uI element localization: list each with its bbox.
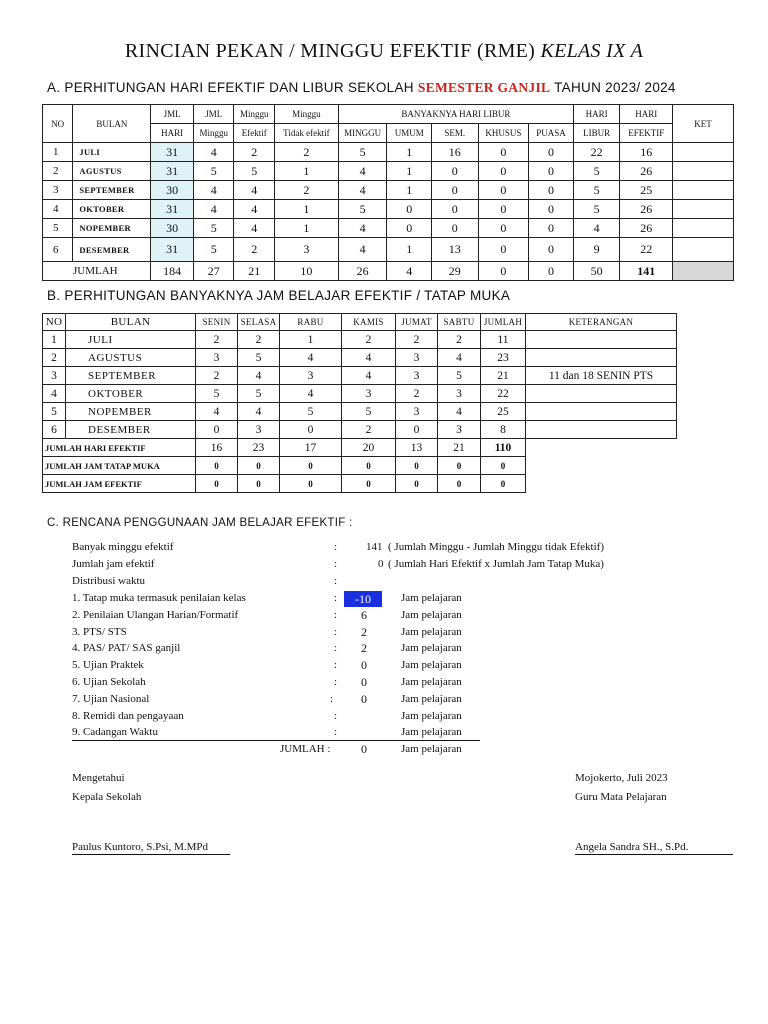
row-cell: 2 bbox=[234, 143, 275, 162]
header-bulan: BULAN bbox=[73, 105, 151, 143]
row-cell: 2 bbox=[238, 331, 280, 349]
total-cell: 110 bbox=[481, 439, 526, 457]
row-cell: 31 bbox=[151, 162, 194, 181]
tb-header: SENIN bbox=[196, 314, 238, 331]
colon: : bbox=[334, 642, 338, 655]
row-bulan: OKTOBER bbox=[73, 200, 151, 219]
row-keterangan bbox=[526, 421, 677, 439]
row-no: 4 bbox=[43, 385, 66, 403]
tempat-tanggal: Mojokerto, Juli 2023 bbox=[575, 772, 668, 784]
distribusi-item-unit: Jam pelajaran bbox=[401, 642, 462, 655]
row-cell: 2 bbox=[396, 385, 438, 403]
tb-header: KAMIS bbox=[342, 314, 396, 331]
guru-mapel: Guru Mata Pelajaran bbox=[575, 791, 667, 803]
row-keterangan bbox=[526, 385, 677, 403]
title-kelas: KELAS IX A bbox=[540, 40, 644, 62]
row-cell: 2 bbox=[342, 421, 396, 439]
row-cell: 30 bbox=[151, 219, 194, 238]
row-cell: 5 bbox=[196, 385, 238, 403]
row-cell: 4 bbox=[338, 181, 387, 200]
row-cell: 5 bbox=[338, 143, 387, 162]
row-cell: 4 bbox=[438, 349, 481, 367]
semester-label: SEMESTER GANJIL bbox=[417, 80, 551, 95]
row-cell: 0 bbox=[478, 219, 529, 238]
row-cell: 13 bbox=[432, 238, 479, 262]
jumlah-value: 0 bbox=[361, 742, 367, 756]
total-cell: 17 bbox=[280, 439, 342, 457]
header-jml-hari-1: JML bbox=[151, 105, 194, 124]
row-cell: 4 bbox=[193, 181, 234, 200]
total-cell: 0 bbox=[481, 457, 526, 475]
row-no: 6 bbox=[43, 421, 66, 439]
distribusi-item-value: 2 bbox=[361, 641, 367, 656]
row-cell: 5 bbox=[193, 238, 234, 262]
row-cell: 2 bbox=[274, 143, 338, 162]
row-cell: 5 bbox=[573, 181, 620, 200]
colon: : bbox=[330, 692, 334, 705]
row-cell: 5 bbox=[342, 403, 396, 421]
distribusi-item-unit: Jam pelajaran bbox=[401, 726, 462, 739]
row-cell: 2 bbox=[234, 238, 275, 262]
row-keterangan bbox=[526, 403, 677, 421]
distribusi-item-label: 7. Ujian Nasional bbox=[72, 692, 150, 705]
row-bulan: SEPTEMBER bbox=[66, 367, 196, 385]
distribusi-item-label: 4. PAS/ PAT/ SAS ganjil bbox=[72, 642, 181, 655]
row-cell: 4 bbox=[234, 219, 275, 238]
row-cell: 3 bbox=[342, 385, 396, 403]
header-hari-libur-1: HARI bbox=[573, 105, 620, 124]
row-cell: 2 bbox=[196, 331, 238, 349]
distribusi-item-value: 2 bbox=[361, 624, 367, 639]
total-cell: 21 bbox=[234, 262, 275, 281]
section-b-heading: B. PERHITUNGAN BANYAKNYA JAM BELAJAR EFEKTIF / TATAP MUKA bbox=[47, 288, 511, 303]
tb-header: SABTU bbox=[438, 314, 481, 331]
row-cell: 4 bbox=[193, 143, 234, 162]
table-row bbox=[43, 385, 677, 403]
table-row bbox=[43, 181, 734, 200]
row-no: 1 bbox=[43, 143, 73, 162]
row-cell: 1 bbox=[387, 238, 432, 262]
table-total-row bbox=[43, 439, 677, 457]
row-cell: 4 bbox=[280, 385, 342, 403]
row-cell: 0 bbox=[432, 162, 479, 181]
row-cell: 26 bbox=[620, 200, 673, 219]
row-cell: 5 bbox=[338, 200, 387, 219]
row-no: 1 bbox=[43, 331, 66, 349]
row-keterangan: 11 dan 18 SENIN PTS bbox=[526, 367, 677, 385]
colon: : bbox=[334, 659, 338, 672]
row-cell: 3 bbox=[196, 349, 238, 367]
total-label: JUMLAH JAM EFEKTIF bbox=[43, 475, 196, 493]
header-minggu-efektif-2: Efektif bbox=[234, 124, 275, 143]
tb-header: RABU bbox=[280, 314, 342, 331]
row-cell: 16 bbox=[432, 143, 479, 162]
row-keterangan bbox=[526, 331, 677, 349]
row-cell: 25 bbox=[620, 181, 673, 200]
header-jml-minggu-2: Minggu bbox=[193, 124, 234, 143]
kepala-sekolah: Kepala Sekolah bbox=[72, 791, 142, 803]
header-minggu-tidak-2: Tidak efektif bbox=[274, 124, 338, 143]
row-ket bbox=[673, 200, 734, 219]
total-cell: 0 bbox=[196, 475, 238, 493]
row-cell: 4 bbox=[338, 238, 387, 262]
row-cell: 4 bbox=[342, 349, 396, 367]
table-row bbox=[43, 331, 677, 349]
total-cell: 21 bbox=[438, 439, 481, 457]
row-no: 3 bbox=[43, 181, 73, 200]
row-cell: 4 bbox=[238, 367, 280, 385]
row-cell: 2 bbox=[396, 331, 438, 349]
row-cell: 4 bbox=[280, 349, 342, 367]
row-cell: 0 bbox=[387, 219, 432, 238]
row-bulan: JULI bbox=[66, 331, 196, 349]
total-cell: 10 bbox=[274, 262, 338, 281]
total-cell: 4 bbox=[387, 262, 432, 281]
row-cell: 0 bbox=[432, 181, 479, 200]
row-cell: 1 bbox=[387, 143, 432, 162]
row-cell: 0 bbox=[529, 219, 574, 238]
table-row bbox=[43, 238, 734, 262]
tb-header: JUMLAH bbox=[481, 314, 526, 331]
distribusi-item-value: 0 bbox=[361, 691, 367, 706]
row-cell: 4 bbox=[438, 403, 481, 421]
header-sub-sem: SEM. bbox=[432, 124, 479, 143]
row-cell: 4 bbox=[193, 200, 234, 219]
total-cell: 23 bbox=[238, 439, 280, 457]
header-minggu-tidak-1: Minggu bbox=[274, 105, 338, 124]
distribusi-item-unit: Jam pelajaran bbox=[401, 608, 462, 621]
total-label: JUMLAH HARI EFEKTIF bbox=[43, 439, 196, 457]
row-cell: 5 bbox=[438, 367, 481, 385]
colon: : bbox=[334, 676, 338, 688]
row-bulan: SEPTEMBER bbox=[73, 181, 151, 200]
total-cell: 0 bbox=[438, 475, 481, 493]
colon: : bbox=[334, 608, 338, 621]
row-cell: 4 bbox=[234, 181, 275, 200]
table-row bbox=[43, 143, 734, 162]
total-cell: 20 bbox=[342, 439, 396, 457]
minggu-efektif-label: Banyak minggu efektif bbox=[72, 541, 174, 553]
header-hari-efektif-2: EFEKTIF bbox=[620, 124, 673, 143]
total-cell: 0 bbox=[396, 457, 438, 475]
row-cell: 1 bbox=[387, 162, 432, 181]
row-cell: 0 bbox=[280, 421, 342, 439]
row-cell: 0 bbox=[478, 143, 529, 162]
table-hari-efektif bbox=[42, 104, 734, 281]
row-cell: 0 bbox=[478, 200, 529, 219]
distribusi-label: Distribusi waktu bbox=[72, 575, 146, 587]
row-cell: 0 bbox=[478, 181, 529, 200]
row-cell: 4 bbox=[573, 219, 620, 238]
table-row bbox=[43, 162, 734, 181]
distribusi-item-label: 8. Remidi dan pengayaan bbox=[72, 709, 184, 722]
distribusi-item-label: 9. Cadangan Waktu bbox=[72, 726, 158, 739]
distribusi-item-label: 5. Ujian Praktek bbox=[72, 659, 144, 672]
row-cell: 0 bbox=[529, 162, 574, 181]
kepala-sekolah-name: Paulus Kuntoro, S.Psi, M.MPd bbox=[72, 841, 230, 855]
header-sub-puasa: PUASA bbox=[529, 124, 574, 143]
colon: : bbox=[334, 625, 338, 638]
section-c-heading: C. RENCANA PENGGUNAAN JAM BELAJAR EFEKTIF : bbox=[47, 517, 353, 529]
header-sub-umum: UMUM bbox=[387, 124, 432, 143]
distribusi-item-unit: Jam pelajaran bbox=[401, 692, 462, 705]
row-bulan: NOPEMBER bbox=[73, 219, 151, 238]
page-title bbox=[0, 40, 768, 63]
header-sub-minggu: MINGGU bbox=[338, 124, 387, 143]
total-cell: 26 bbox=[338, 262, 387, 281]
jam-efektif-value: 0 bbox=[378, 558, 384, 570]
row-cell: 9 bbox=[573, 238, 620, 262]
distribusi-item-unit: Jam pelajaran bbox=[401, 659, 462, 672]
row-cell: 0 bbox=[432, 200, 479, 219]
row-cell: 0 bbox=[478, 238, 529, 262]
row-cell: 5 bbox=[234, 162, 275, 181]
row-cell: 21 bbox=[481, 367, 526, 385]
distribusi-item-value: 0 bbox=[361, 675, 367, 689]
guru-name: Angela Sandra SH., S.Pd. bbox=[575, 841, 733, 855]
total-cell: 0 bbox=[196, 457, 238, 475]
row-cell: 31 bbox=[151, 200, 194, 219]
row-no: 2 bbox=[43, 162, 73, 181]
row-cell: 4 bbox=[238, 403, 280, 421]
row-cell: 2 bbox=[438, 331, 481, 349]
minggu-efektif-value: 141 bbox=[366, 541, 383, 553]
divider bbox=[72, 740, 480, 741]
header-minggu-efektif-1: Minggu bbox=[234, 105, 275, 124]
total-cell: 0 bbox=[478, 262, 529, 281]
distribusi-item-unit: Jam pelajaran bbox=[401, 709, 462, 722]
row-bulan: AGUSTUS bbox=[73, 162, 151, 181]
row-cell: 5 bbox=[280, 403, 342, 421]
total-cell: 0 bbox=[280, 457, 342, 475]
table-row bbox=[43, 367, 677, 385]
row-cell: 0 bbox=[432, 219, 479, 238]
row-cell: 8 bbox=[481, 421, 526, 439]
row-cell: 0 bbox=[529, 143, 574, 162]
distribusi-item-value: -10 bbox=[344, 591, 382, 607]
row-cell: 31 bbox=[151, 143, 194, 162]
row-cell: 23 bbox=[481, 349, 526, 367]
total-cell: 0 bbox=[238, 457, 280, 475]
row-cell: 5 bbox=[238, 349, 280, 367]
distribusi-item-label: 1. Tatap muka termasuk penilaian kelas bbox=[72, 592, 246, 604]
total-cell: 0 bbox=[481, 475, 526, 493]
table-total-row bbox=[43, 475, 677, 493]
row-no: 5 bbox=[43, 219, 73, 238]
row-cell: 4 bbox=[338, 219, 387, 238]
row-no: 3 bbox=[43, 367, 66, 385]
colon: : bbox=[334, 726, 338, 739]
total-cell: 29 bbox=[432, 262, 479, 281]
header-sub-khusus: KHUSUS bbox=[478, 124, 529, 143]
total-cell: 0 bbox=[280, 475, 342, 493]
jam-efektif-note: ( Jumlah Hari Efektif x Jumlah Jam Tatap Muka) bbox=[388, 558, 604, 570]
distribusi-item-unit: Jam pelajaran bbox=[401, 676, 462, 688]
total-cell: 184 bbox=[151, 262, 194, 281]
row-cell: 0 bbox=[478, 162, 529, 181]
row-cell: 3 bbox=[238, 421, 280, 439]
total-hari-efektif: 141 bbox=[620, 262, 673, 281]
row-cell: 3 bbox=[396, 403, 438, 421]
tb-header: NO bbox=[43, 314, 66, 331]
tb-header: KETERANGAN bbox=[526, 314, 677, 331]
total-keterangan bbox=[526, 439, 677, 457]
total-keterangan bbox=[526, 457, 677, 475]
row-cell: 2 bbox=[274, 181, 338, 200]
row-no: 6 bbox=[43, 238, 73, 262]
row-cell: 4 bbox=[342, 367, 396, 385]
colon: : bbox=[334, 575, 338, 587]
row-cell: 4 bbox=[196, 403, 238, 421]
row-ket bbox=[673, 181, 734, 200]
jam-efektif-label: Jumlah jam efektif bbox=[72, 558, 155, 570]
table-row bbox=[43, 403, 677, 421]
distribusi-item-unit: Jam pelajaran bbox=[401, 592, 462, 604]
total-cell: 50 bbox=[573, 262, 620, 281]
total-cell: 0 bbox=[396, 475, 438, 493]
row-cell: 0 bbox=[529, 200, 574, 219]
row-cell: 31 bbox=[151, 238, 194, 262]
distribusi-item-value: 6 bbox=[361, 607, 367, 622]
row-no: 2 bbox=[43, 349, 66, 367]
distribusi-item-label: 2. Penilaian Ulangan Harian/Formatif bbox=[72, 608, 239, 621]
row-cell: 2 bbox=[342, 331, 396, 349]
row-cell: 0 bbox=[529, 238, 574, 262]
total-cell: 13 bbox=[396, 439, 438, 457]
title-main: RINCIAN PEKAN / MINGGU EFEKTIF (RME) bbox=[124, 40, 536, 62]
row-cell: 0 bbox=[387, 200, 432, 219]
total-cell: 0 bbox=[529, 262, 574, 281]
row-ket bbox=[673, 219, 734, 238]
total-label: JUMLAH JAM TATAP MUKA bbox=[43, 457, 196, 475]
row-ket bbox=[673, 238, 734, 262]
row-cell: 1 bbox=[274, 162, 338, 181]
colon: : bbox=[334, 709, 338, 722]
row-cell: 22 bbox=[481, 385, 526, 403]
row-keterangan bbox=[526, 349, 677, 367]
jumlah-unit: Jam pelajaran bbox=[401, 743, 462, 755]
row-cell: 3 bbox=[438, 421, 481, 439]
row-cell: 5 bbox=[238, 385, 280, 403]
row-cell: 16 bbox=[620, 143, 673, 162]
row-cell: 4 bbox=[338, 162, 387, 181]
table-a-total-row bbox=[43, 262, 734, 281]
row-cell: 2 bbox=[196, 367, 238, 385]
row-cell: 1 bbox=[387, 181, 432, 200]
header-hari-libur-2: LIBUR bbox=[573, 124, 620, 143]
row-cell: 26 bbox=[620, 219, 673, 238]
row-cell: 4 bbox=[234, 200, 275, 219]
row-cell: 22 bbox=[620, 238, 673, 262]
row-bulan: AGUSTUS bbox=[66, 349, 196, 367]
header-banyaknya: BANYAKNYA HARI LIBUR bbox=[338, 105, 573, 124]
header-no: NO bbox=[43, 105, 73, 143]
distribusi-item-value: 0 bbox=[361, 658, 367, 673]
table-total-row bbox=[43, 457, 677, 475]
total-cell: 0 bbox=[438, 457, 481, 475]
row-cell: 3 bbox=[396, 367, 438, 385]
mengetahui: Mengetahui bbox=[72, 772, 125, 784]
header-ket: KET bbox=[673, 105, 734, 143]
section-a-heading: A. PERHITUNGAN HARI EFEKTIF DAN LIBUR SEKOLAH SEMESTER GANJIL TAHUN 2023/ 2024 bbox=[47, 80, 676, 95]
row-cell: 26 bbox=[620, 162, 673, 181]
table-row bbox=[43, 421, 677, 439]
table-row bbox=[43, 200, 734, 219]
row-cell: 30 bbox=[151, 181, 194, 200]
header-jml-minggu-1: JML bbox=[193, 105, 234, 124]
row-no: 5 bbox=[43, 403, 66, 421]
distribusi-item-unit: Jam pelajaran bbox=[401, 625, 462, 638]
colon: : bbox=[334, 592, 338, 604]
row-bulan: DESEMBER bbox=[73, 238, 151, 262]
row-bulan: JULI bbox=[73, 143, 151, 162]
row-cell: 3 bbox=[396, 349, 438, 367]
row-cell: 5 bbox=[193, 219, 234, 238]
tb-header: BULAN bbox=[66, 314, 196, 331]
tb-header: SELASA bbox=[238, 314, 280, 331]
row-cell: 11 bbox=[481, 331, 526, 349]
row-no: 4 bbox=[43, 200, 73, 219]
total-cell: 0 bbox=[342, 475, 396, 493]
row-cell: 1 bbox=[280, 331, 342, 349]
total-cell: 0 bbox=[238, 475, 280, 493]
minggu-efektif-note: ( Jumlah Minggu - Jumlah Minggu tidak Efektif) bbox=[388, 541, 604, 553]
header-jml-hari-2: HARI bbox=[151, 124, 194, 143]
row-cell: 5 bbox=[573, 200, 620, 219]
colon: : bbox=[334, 541, 338, 553]
tb-header: JUMAT bbox=[396, 314, 438, 331]
row-bulan: OKTOBER bbox=[66, 385, 196, 403]
header-hari-efektif-1: HARI bbox=[620, 105, 673, 124]
table-row bbox=[43, 349, 677, 367]
table-jam-efektif bbox=[42, 313, 677, 493]
total-keterangan bbox=[526, 475, 677, 493]
distribusi-item-label: 6. Ujian Sekolah bbox=[72, 676, 146, 688]
row-cell: 5 bbox=[573, 162, 620, 181]
total-cell: 27 bbox=[193, 262, 234, 281]
jumlah-label: JUMLAH : bbox=[280, 743, 331, 755]
row-cell: 3 bbox=[280, 367, 342, 385]
row-cell: 0 bbox=[396, 421, 438, 439]
colon: : bbox=[334, 558, 338, 570]
total-label: JUMLAH bbox=[43, 262, 151, 281]
row-cell: 3 bbox=[274, 238, 338, 262]
row-ket bbox=[673, 162, 734, 181]
row-cell: 22 bbox=[573, 143, 620, 162]
table-row bbox=[43, 219, 734, 238]
total-cell: 0 bbox=[342, 457, 396, 475]
row-cell: 1 bbox=[274, 219, 338, 238]
total-cell: 16 bbox=[196, 439, 238, 457]
row-cell: 0 bbox=[529, 181, 574, 200]
row-bulan: NOPEMBER bbox=[66, 403, 196, 421]
row-cell: 0 bbox=[196, 421, 238, 439]
total-ket bbox=[673, 262, 734, 281]
distribusi-item-label: 3. PTS/ STS bbox=[72, 625, 127, 638]
row-cell: 3 bbox=[438, 385, 481, 403]
row-cell: 25 bbox=[481, 403, 526, 421]
row-ket bbox=[673, 143, 734, 162]
row-cell: 5 bbox=[193, 162, 234, 181]
row-cell: 1 bbox=[274, 200, 338, 219]
row-bulan: DESEMBER bbox=[66, 421, 196, 439]
